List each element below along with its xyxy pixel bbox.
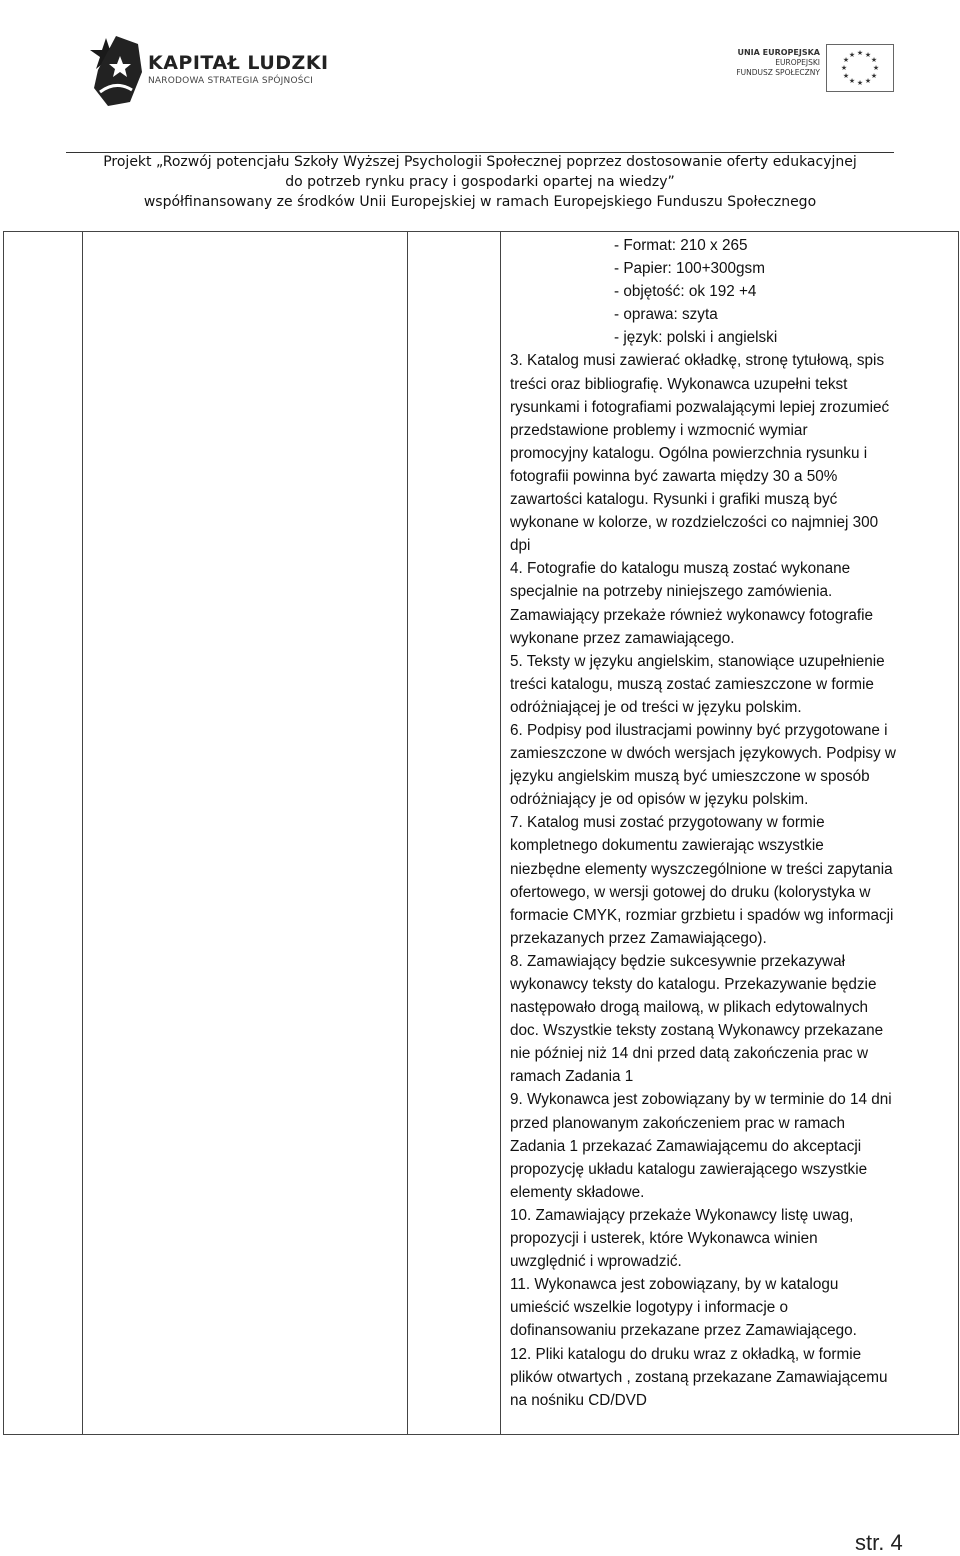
eu-logo xyxy=(722,44,892,94)
text-line: 7. Katalog musi zostać przygotowany w formie xyxy=(510,814,825,832)
text-line: umieścić wszelkie logotypy i informacje o xyxy=(510,1299,788,1317)
svg-text:★: ★ xyxy=(870,72,878,80)
svg-text:★: ★ xyxy=(864,51,872,59)
text-line: specjalnie na potrzeby niniejszego zamówienia. xyxy=(510,583,833,601)
text-line: przed planowanym zakończeniem prac w ramach xyxy=(510,1114,845,1132)
svg-text:★: ★ xyxy=(840,64,848,72)
text-line: 9. Wykonawca jest zobowiązany by w terminie do 14 dni xyxy=(510,1091,892,1109)
text-line: 3. Katalog musi zawierać okładkę, stronę tytułową, spis xyxy=(510,352,885,370)
text-line: języku angielskim muszą być umieszczone w sposób xyxy=(510,768,870,786)
svg-text:★: ★ xyxy=(864,77,872,85)
header-rule xyxy=(66,152,894,153)
spec-item: - objętość: ok 192 +4 xyxy=(614,283,757,301)
text-line: uwzględnić i wprowadzić. xyxy=(510,1253,682,1271)
text-line: 10. Zamawiający przekaże Wykonawcy listę uwag, xyxy=(510,1206,854,1224)
svg-text:★: ★ xyxy=(872,64,880,72)
table-cell-description xyxy=(501,232,959,1435)
text-line: zamieszczone w dwóch wersjach językowych. Podpisy w xyxy=(510,745,896,763)
table-cell-3 xyxy=(408,232,501,1435)
description-text xyxy=(501,232,958,1412)
svg-text:★: ★ xyxy=(848,51,856,59)
text-line: promocyjny katalogu. Ogólna powierzchnia rysunku i xyxy=(510,444,868,462)
spec-item: - język: polski i angielski xyxy=(614,329,778,347)
text-line: wykonawcy teksty do katalogu. Przekazywanie będzie xyxy=(510,976,877,993)
header-line-3: współfinansowany ze środków Unii Europejskiej w ramach Europejskiego Funduszu Społecznego xyxy=(143,194,817,210)
text-line: odróżniającej je od treści w języku polskim. xyxy=(510,698,802,716)
page-number: str. 4 xyxy=(855,1530,903,1555)
header-line-2: do potrzeb rynku pracy i gospodarki opartej na wiedzy” xyxy=(285,174,675,190)
svg-text:★: ★ xyxy=(856,79,864,87)
eu-logo-line3: FUNDUSZ SPOŁECZNY xyxy=(736,68,820,77)
text-line: 5. Teksty w języku angielskim, stanowiące uzupełnienie xyxy=(510,652,885,670)
eu-logo-line2: EUROPEJSKI xyxy=(775,58,820,67)
table-cell-2 xyxy=(83,232,408,1435)
text-line: dofinansowaniu przekazane przez Zamawiającego. xyxy=(510,1322,857,1340)
text-line: wykonane przez zamawiającego. xyxy=(510,629,735,647)
svg-text:★: ★ xyxy=(848,77,856,85)
text-line: dpi xyxy=(510,537,531,555)
eu-logo-text xyxy=(722,48,820,78)
svg-text:★: ★ xyxy=(842,56,850,64)
svg-text:★: ★ xyxy=(856,49,864,57)
text-line: następowało drogą mailową, w plikach edytowalnych xyxy=(510,999,868,1017)
kapital-ludzki-subtitle: NARODOWA STRATEGIA SPÓJNOŚCI xyxy=(148,76,313,86)
text-line: Zamawiający przekaże również wykonawcy fotografie xyxy=(510,606,874,624)
text-line: 6. Podpisy pod ilustracjami powinny być przygotowane i xyxy=(510,721,888,739)
spec-item: - Format: 210 x 265 xyxy=(614,237,748,254)
eu-logo-line1: UNIA EUROPEJSKA xyxy=(737,48,820,57)
text-line: treści oraz bibliografię. Wykonawca uzupełni tekst xyxy=(510,375,848,393)
text-line: treści katalogu, muszą zostać zamieszczone w formie xyxy=(510,675,874,693)
text-line: kompletnego dokumentu zawierając wszystkie xyxy=(510,837,824,855)
kapital-ludzki-logo xyxy=(86,28,346,138)
text-line: na nośniku CD/DVD xyxy=(510,1391,647,1409)
text-line: ramach Zadania 1 xyxy=(510,1068,634,1086)
text-line: Zadania 1 przekazać Zamawiającemu do akceptacji xyxy=(510,1137,862,1155)
text-line: nie później niż 14 dni przed datą zakończenia prac w xyxy=(510,1045,868,1063)
kapital-ludzki-emblem-icon xyxy=(86,32,146,112)
text-line: zawartości katalogu. Rysunki i grafiki muszą być xyxy=(510,491,838,509)
eu-flag-icon xyxy=(826,44,894,92)
svg-text:★: ★ xyxy=(870,56,878,64)
text-line: ofertowego, w wersji gotowej do druku (kolorystyka w xyxy=(510,883,871,901)
text-line: 12. Pliki katalogu do druku wraz z okładką, w formie xyxy=(510,1345,862,1363)
text-line: wykonane w kolorze, w rozdzielczości co najmniej 300 xyxy=(510,514,879,532)
table-cell-1 xyxy=(4,232,83,1435)
text-line: doc. Wszystkie teksty zostaną Wykonawcy przekazane xyxy=(510,1022,884,1040)
header-line-1: Projekt „Rozwój potencjału Szkoły Wyższej Psychologii Społecznej poprzez dostosowanie oferty edukacyjnej xyxy=(103,154,857,170)
text-line: przedstawione problemy i wzmocnić wymiar xyxy=(510,421,808,439)
text-line: 11. Wykonawca jest zobowiązany, by w katalogu xyxy=(510,1276,839,1294)
text-line: przekazanych przez Zamawiającego). xyxy=(510,929,767,947)
table-row xyxy=(4,232,959,1435)
text-line: niezbędne elementy wyszczególnione w treści zapytania xyxy=(510,860,893,878)
text-line: formacie CMYK, rozmiar grzbietu i spadów wg informacji xyxy=(510,906,894,924)
text-line: elementy składowe. xyxy=(510,1183,645,1201)
svg-text:★: ★ xyxy=(842,72,850,80)
text-line: plików otwartych , zostaną przekazane Zamawiającemu xyxy=(510,1368,888,1386)
text-line: 8. Zamawiający będzie sukcesywnie przekazywał xyxy=(510,952,845,970)
text-line: fotografii powinna być zawarta między 30 a 50% xyxy=(510,467,838,485)
spec-item: - Papier: 100+300gsm xyxy=(614,260,765,278)
kapital-ludzki-title: KAPITAŁ LUDZKI xyxy=(148,52,329,74)
text-line: odróżniający je od opisów w języku polskim. xyxy=(510,791,809,809)
spec-item: - oprawa: szyta xyxy=(614,306,718,324)
project-header xyxy=(0,152,960,212)
text-line: propozycję układu katalogu zawierającego wszystkie xyxy=(510,1160,868,1178)
text-line: rysunkami i fotografiami pozwalającymi lepiej zrozumieć xyxy=(510,398,890,416)
specification-table xyxy=(3,231,959,1435)
text-line: 4. Fotografie do katalogu muszą zostać wykonane xyxy=(510,560,851,578)
text-line: propozycji i usterek, które Wykonawca winien xyxy=(510,1230,818,1248)
